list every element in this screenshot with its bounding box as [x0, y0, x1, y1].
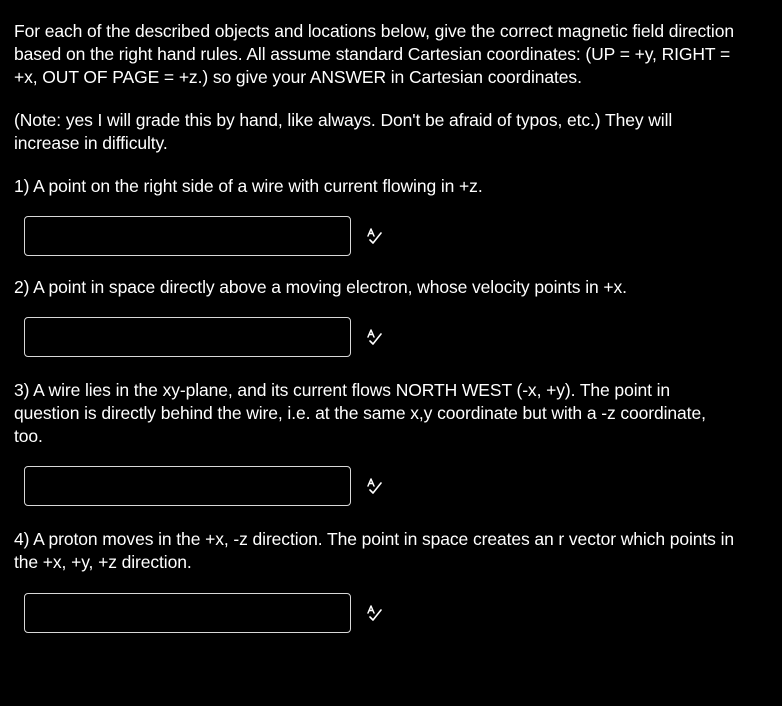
note-text: (Note: yes I will grade this by hand, like always. Don't be afraid of typos, etc.) They will increase in difficulty. — [14, 110, 673, 153]
spellcheck-icon[interactable] — [365, 328, 383, 346]
answer-row-3 — [14, 465, 734, 507]
answer-row-2 — [14, 316, 734, 358]
question-panel — [14, 20, 734, 634]
spellcheck-icon[interactable] — [365, 227, 383, 245]
answer-row-4 — [14, 592, 734, 634]
spellcheck-icon[interactable] — [365, 604, 383, 622]
question-2-text: 2) A point in space directly above a moving electron, whose velocity points in +x. — [14, 277, 627, 297]
question-3-text: 3) A wire lies in the xy-plane, and its current flows NORTH WEST (-x, +y). The point in question is directly behind the wire, i.e. at the same x,y coordinate but with a -z coordinate, too. — [14, 380, 706, 446]
question-4-text: 4) A proton moves in the +x, -z direction. The point in space creates an r vector which points in the +x, +y, +z direction. — [14, 529, 735, 572]
answer-row-1 — [14, 215, 734, 257]
answer-input-2[interactable] — [24, 317, 351, 357]
answer-input-1[interactable] — [24, 216, 351, 256]
spellcheck-icon[interactable] — [365, 477, 383, 495]
answer-input-4[interactable] — [24, 593, 351, 633]
answer-input-3[interactable] — [24, 466, 351, 506]
intro-text: For each of the described objects and locations below, give the correct magnetic field direction based on the right hand rules. All assume standard Cartesian coordinates: (UP = +y, RIGHT = +x, OUT OF PAGE = +z.) so give your ANSWER in Cartesian coordinates. — [14, 21, 734, 87]
question-1-text: 1) A point on the right side of a wire with current flowing in +z. — [14, 176, 483, 196]
